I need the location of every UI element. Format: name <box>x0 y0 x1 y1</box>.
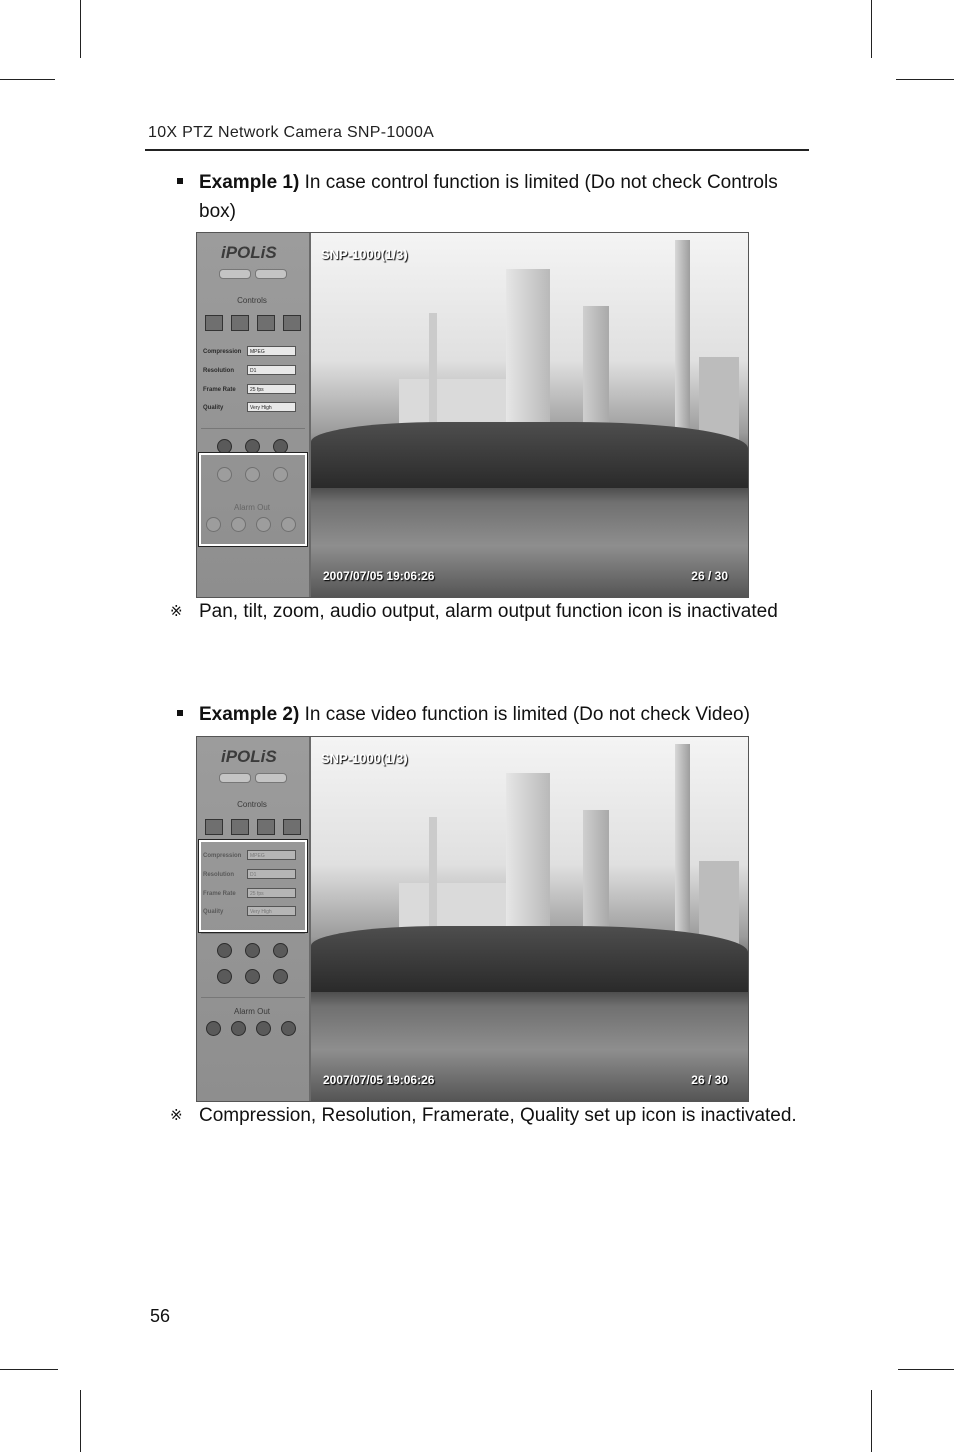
crop-mark <box>896 79 954 80</box>
alarm-3-button[interactable] <box>256 1021 271 1036</box>
record-button[interactable] <box>273 943 288 958</box>
crop-mark <box>898 1369 954 1370</box>
zoom-button[interactable] <box>273 969 288 984</box>
quality-label: Quality <box>203 405 224 411</box>
compression-label: Compression <box>203 349 242 355</box>
resolution-select: D1 <box>247 869 296 879</box>
header-rule <box>145 149 809 151</box>
crop-mark <box>80 1390 81 1452</box>
example2-text: In case video function is limited (Do not check Video) <box>304 704 750 725</box>
video-view <box>311 233 748 597</box>
video-title: SNP-1000(1/3) <box>321 247 408 262</box>
separator <box>201 997 305 998</box>
compression-select: MPEG <box>247 850 296 860</box>
example2-note <box>170 1102 810 1129</box>
bullet-square-icon <box>177 178 183 184</box>
example1-note-text: Pan, tilt, zoom, audio output, alarm output function icon is inactivated <box>199 601 778 622</box>
resolution-select[interactable]: D1 <box>247 365 296 375</box>
play-button[interactable] <box>217 439 232 454</box>
video-fps: 26 / 30 <box>691 569 728 583</box>
tree-line <box>311 926 748 992</box>
frame-rate-select[interactable]: 25 fps <box>247 384 296 394</box>
alarm-out-title: Alarm Out <box>233 503 270 512</box>
quality-select[interactable]: Very High <box>247 402 296 412</box>
alarm-out-title: Alarm Out <box>233 1007 270 1016</box>
controls-title: Controls <box>237 296 267 305</box>
layout-1-button[interactable] <box>205 819 223 835</box>
inactive-video-settings-highlight <box>199 840 307 932</box>
running-header: 10X PTZ Network Camera SNP-1000A <box>148 124 435 141</box>
separator <box>201 428 305 429</box>
audio-button[interactable] <box>245 439 260 454</box>
setup-pill <box>219 773 251 783</box>
resolution-label: Resolution <box>203 872 234 878</box>
layout-3-button[interactable] <box>257 315 275 331</box>
alarm-1-button[interactable] <box>206 1021 221 1036</box>
video-timestamp: 2007/07/05 19:06:26 <box>323 1073 435 1087</box>
quality-select: Very High <box>247 906 296 916</box>
example1-note <box>170 598 810 625</box>
quality-label: Quality <box>203 909 224 915</box>
video-title: SNP-1000(1/3) <box>321 751 408 766</box>
connect-pill <box>255 269 287 279</box>
frame-rate-label: Frame Rate <box>203 387 236 393</box>
example1-bullet <box>177 168 817 226</box>
example2-screenshot <box>196 736 749 1102</box>
control-sidebar <box>197 233 311 597</box>
ipolis-logo: iPOLiS <box>221 747 277 766</box>
layout-1-button[interactable] <box>205 315 223 331</box>
pan-button[interactable] <box>217 969 232 984</box>
video-view <box>311 737 748 1101</box>
ipolis-logo: iPOLiS <box>221 243 277 262</box>
setup-pill <box>219 269 251 279</box>
play-button[interactable] <box>217 943 232 958</box>
tree-line <box>311 422 748 488</box>
layout-2-button[interactable] <box>231 315 249 331</box>
alarm-2-button[interactable] <box>231 1021 246 1036</box>
crop-mark <box>871 1390 872 1452</box>
resolution-label: Resolution <box>203 368 234 374</box>
controls-title: Controls <box>237 800 267 809</box>
frame-rate-label: Frame Rate <box>203 891 236 897</box>
compression-select[interactable]: MPEG <box>247 346 296 356</box>
example2-label: Example 2) <box>199 704 300 725</box>
video-fps: 26 / 30 <box>691 1073 728 1087</box>
bullet-square-icon <box>177 710 183 716</box>
example2-bullet <box>177 700 837 729</box>
inactive-controls-highlight <box>199 453 307 546</box>
crop-mark <box>80 0 81 58</box>
record-button[interactable] <box>273 439 288 454</box>
layout-4-button[interactable] <box>283 315 301 331</box>
crop-mark <box>0 1369 58 1370</box>
reference-mark-icon: ※ <box>170 602 183 620</box>
page-number: 56 <box>150 1306 171 1326</box>
frame-rate-select: 25 fps <box>247 888 296 898</box>
example2-note-text: Compression, Resolution, Framerate, Quality set up icon is inactivated. <box>199 1105 797 1126</box>
layout-3-button[interactable] <box>257 819 275 835</box>
alarm-4-button[interactable] <box>281 1021 296 1036</box>
layout-4-button[interactable] <box>283 819 301 835</box>
layout-2-button[interactable] <box>231 819 249 835</box>
reference-mark-icon: ※ <box>170 1106 183 1124</box>
tilt-button[interactable] <box>245 969 260 984</box>
example1-label: Example 1) <box>199 172 300 193</box>
control-sidebar <box>197 737 311 1101</box>
example1-screenshot <box>196 232 749 598</box>
compression-label: Compression <box>203 853 242 859</box>
example1-text: In case control function is limited (Do not check Controls box) <box>199 172 778 222</box>
separator <box>201 933 305 934</box>
crop-mark <box>0 79 55 80</box>
audio-button[interactable] <box>245 943 260 958</box>
video-timestamp: 2007/07/05 19:06:26 <box>323 569 435 583</box>
crop-mark <box>871 0 872 58</box>
connect-pill <box>255 773 287 783</box>
